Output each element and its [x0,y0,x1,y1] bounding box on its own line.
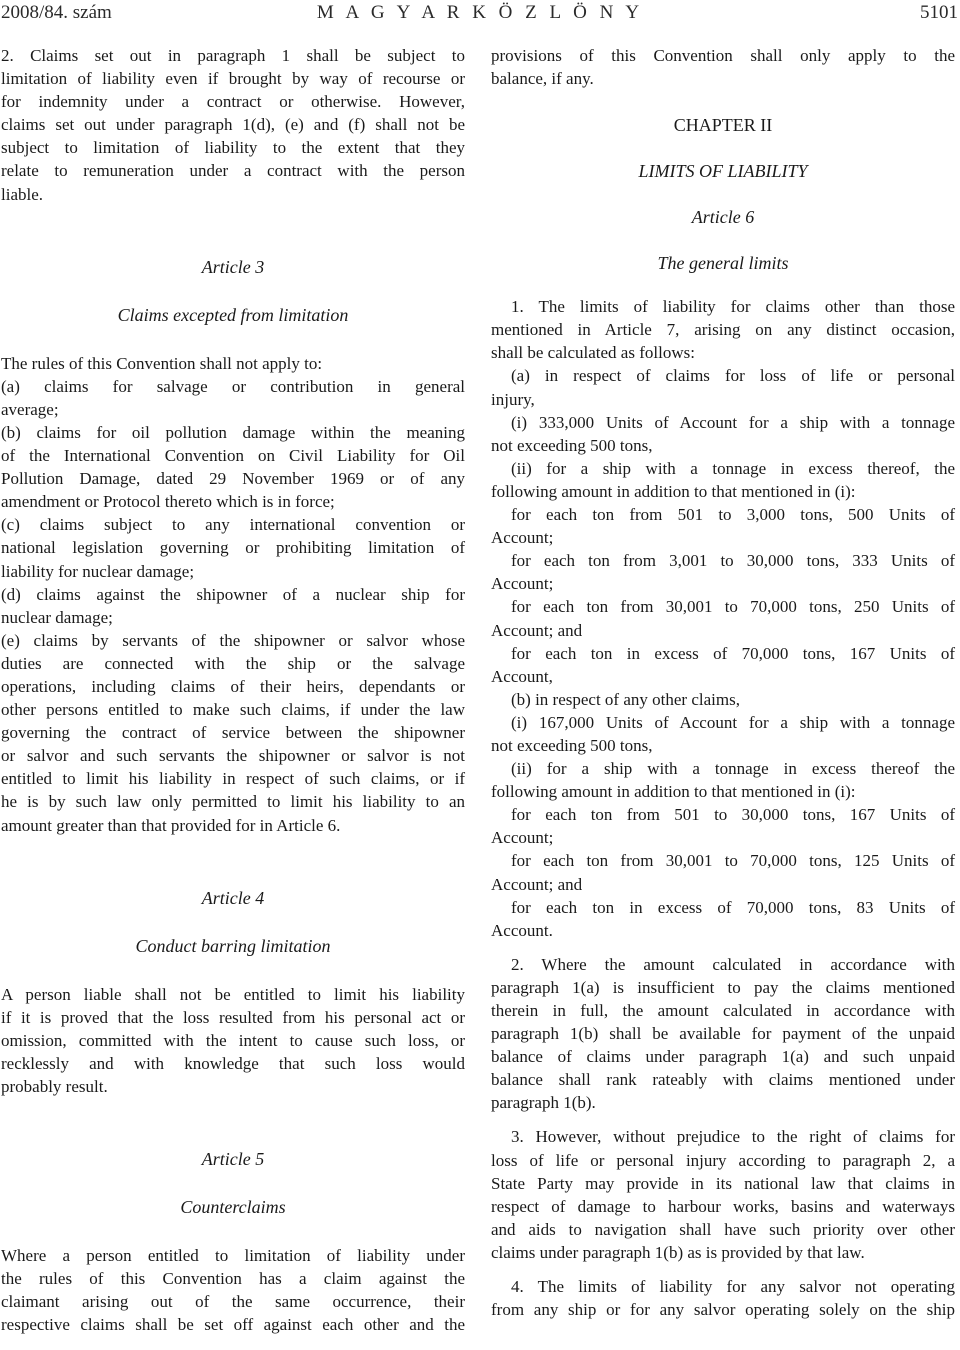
text-line: 2. Where the amount calculated in accordance with [511,954,955,974]
text-line: duties are connected with the ship or the salvage [1,653,465,673]
text-line: relate to remuneration under a contract with the person [1,161,465,181]
text-line: (d) claims against the shipowner of a nuclear ship for [1,584,465,604]
text-line: entitled to limit his liability in respect of such claims, or if [1,769,465,789]
text-line: Account; [491,528,554,548]
text-line: balance of claims under paragraph 1(a) and such unpaid [491,1047,955,1067]
text-line: claims under paragraph 1(b) as is provided by that law. [491,1242,865,1262]
paragraph [491,1125,955,1264]
text-line: Account. [491,920,553,940]
text-line: (i) 333,000 Units of Account for a ship with a tonnage [511,412,955,432]
right-column [491,44,955,1321]
issue-number: 2008/84. szám [1,2,112,23]
text-line: 4. The limits of liability for any salvor not operating [511,1277,955,1297]
text-line: balance shall rank rateably with claims mentioned under [491,1070,955,1090]
text-line: following amount in addition to that mentioned in (i): [491,481,856,501]
paragraph [491,953,955,1115]
text-line: claimant arising out of the same occurrence, their [1,1292,465,1312]
text-line: for indemnity under a contract or otherwise. However, [1,92,465,112]
paragraph [491,1275,955,1321]
text-line: (c) claims subject to any international convention or [1,515,465,535]
list-item [491,896,955,942]
text-line: for each ton from 501 to 3,000 tons, 500 Units of [511,505,955,525]
article-title: Claims excepted from limitation [117,304,349,325]
text-line: or salvor and such servants the shipowner or salvor is not [1,746,465,766]
text-line: liable. [1,184,44,204]
text-line: The rules of this Convention shall not apply to: [1,353,323,373]
text-line: Account; [491,828,554,848]
text-line: balance, if any. [491,69,594,89]
text-line: (b) claims for oil pollution damage within the meaning [1,422,465,442]
article-title: Conduct barring limitation [135,935,331,956]
text-line: amendment or Protocol thereto which is in force; [1,492,335,512]
text-line: if it is proved that the loss resulted from his personal act or [1,1007,465,1027]
text-line: omission, committed with the intent to cause such loss, or [1,1030,465,1050]
list-item [491,549,955,595]
text-line: 2. Claims set out in paragraph 1 shall be subject to [1,46,465,65]
page-header [0,0,960,26]
text-line: for each ton in excess of 70,000 tons, 83 Units of [511,897,955,917]
list-item [1,629,465,837]
list-item [491,757,955,803]
text-line: liability for nuclear damage; [1,561,195,581]
paragraph [1,1244,465,1336]
text-line: (a) claims for salvage or contribution in general [1,376,465,396]
article-title: The general limits [657,253,789,274]
text-line: State Party may provide in its national law that claims in [491,1173,955,1193]
text-line: paragraph 1(b) shall be available for payment of the unpaid [491,1024,955,1044]
text-line: amount greater than that provided for in Article 6. [1,815,341,835]
list-item [491,364,955,410]
text-line: (ii) for a ship with a tonnage in excess thereof the [511,759,955,779]
text-line: (ii) for a ship with a tonnage in excess thereof, the [511,458,955,478]
paragraph [1,44,465,206]
chapter-number: CHAPTER II [673,115,773,136]
list-item [491,457,955,503]
article-number: Article 5 [201,1149,265,1170]
text-line: shall be calculated as follows: [491,343,695,363]
text-line: governing the contract of service between the shipowner [1,723,465,743]
text-line: for each ton from 30,001 to 70,000 tons, 125 Units of [511,851,955,871]
text-line: not exceeding 500 tons, [491,435,653,455]
text-line: not exceeding 500 tons, [491,735,653,755]
list-item [491,803,955,849]
text-line: Where a person entitled to limitation of liability under [1,1246,465,1266]
paragraph [1,352,465,375]
list-item [491,688,955,711]
list-item [1,421,465,513]
paragraph [491,44,955,90]
article-number: Article 6 [691,207,755,228]
text-line: the rules of this Convention has a claim against the [1,1269,465,1289]
text-line: national legislation governing or prohibiting limitation of [1,538,465,558]
list-item [491,642,955,688]
text-line: Account; and [491,874,583,894]
text-line: average; [1,399,59,419]
paragraph [491,295,955,364]
text-line: of the International Convention on Civil Liability for Oil [1,446,465,466]
text-line: from any ship or for any salvor operating solely on the ship [491,1300,955,1320]
text-line: 3. However, without prejudice to the right of claims for [511,1127,955,1147]
list-item [1,375,465,421]
text-line: therein in full, the amount calculated in accordance with [491,1001,955,1020]
page-number: 5101 [920,2,958,23]
article-title: Counterclaims [180,1197,286,1218]
journal-title: M A G Y A R K Ö Z L Ö N Y [316,2,644,23]
text-line: for each ton from 501 to 30,000 tons, 167 Units of [511,805,955,825]
text-line: for each ton from 3,001 to 30,000 tons, 333 Units of [511,551,955,571]
text-line: Account, [491,666,553,686]
text-line: respect of damage to harbour works, basins and waterways [491,1196,955,1216]
text-line: for each ton from 30,001 to 70,000 tons, 250 Units of [511,597,955,617]
text-line: injury, [491,389,535,409]
text-line: loss of life or personal injury according to paragraph 2, a [491,1150,955,1170]
text-line: (b) in respect of any other claims, [511,689,740,709]
left-column [1,44,465,1336]
text-line: paragraph 1(a) is insufficient to pay the claims mentioned [491,977,955,997]
text-line: claims set out under paragraph 1(d), (e) and (f) shall not be [1,115,465,135]
list-item [491,595,955,641]
text-line: A person liable shall not be entitled to limit his liability [1,984,465,1004]
text-line: nuclear damage; [1,607,113,627]
text-line: provisions of this Convention shall only apply to the [491,46,955,65]
text-line: Account; [491,574,554,594]
text-line: Pollution Damage, dated 29 November 1969 or of any [1,469,465,489]
text-line: (a) in respect of claims for loss of life or personal [511,366,955,386]
text-line: mentioned in Article 7, arising on any distinct occasion, [491,320,955,340]
list-item [491,849,955,895]
text-line: 1. The limits of liability for claims other than those [511,297,955,317]
text-line: he is by such law only permitted to limit his liability to an [1,792,465,812]
list-item [1,583,465,629]
text-line: operations, including claims of their heirs, dependants or [1,676,465,696]
list-item [491,711,955,757]
text-line: limitation of liability even if brought by way of recourse or [1,69,465,89]
text-line: paragraph 1(b). [491,1093,596,1113]
text-line: subject to limitation of liability to the extent that they [1,138,465,158]
chapter-title: LIMITS OF LIABILITY [638,161,808,182]
list-item [491,503,955,549]
article-number: Article 3 [201,256,265,277]
paragraph [1,983,465,1098]
text-line: (e) claims by servants of the shipowner or salvor whose [1,630,465,650]
text-line: Account; and [491,620,583,640]
list-item [1,513,465,582]
text-line: other persons entitled to make such claims, if under the law [1,700,465,720]
text-line: respective claims shall be set off against each other and the [1,1315,465,1335]
text-line: (i) 167,000 Units of Account for a ship with a tonnage [511,712,955,732]
text-line: for each ton in excess of 70,000 tons, 167 Units of [511,643,955,663]
text-line: and aids to navigation shall have such priority over other [491,1219,955,1239]
list-item [491,411,955,457]
text-line: recklessly and with knowledge that such loss would [1,1053,465,1073]
text-line: probably result. [1,1077,108,1096]
text-line: following amount in addition to that mentioned in (i): [491,782,856,802]
article-number: Article 4 [201,887,265,908]
